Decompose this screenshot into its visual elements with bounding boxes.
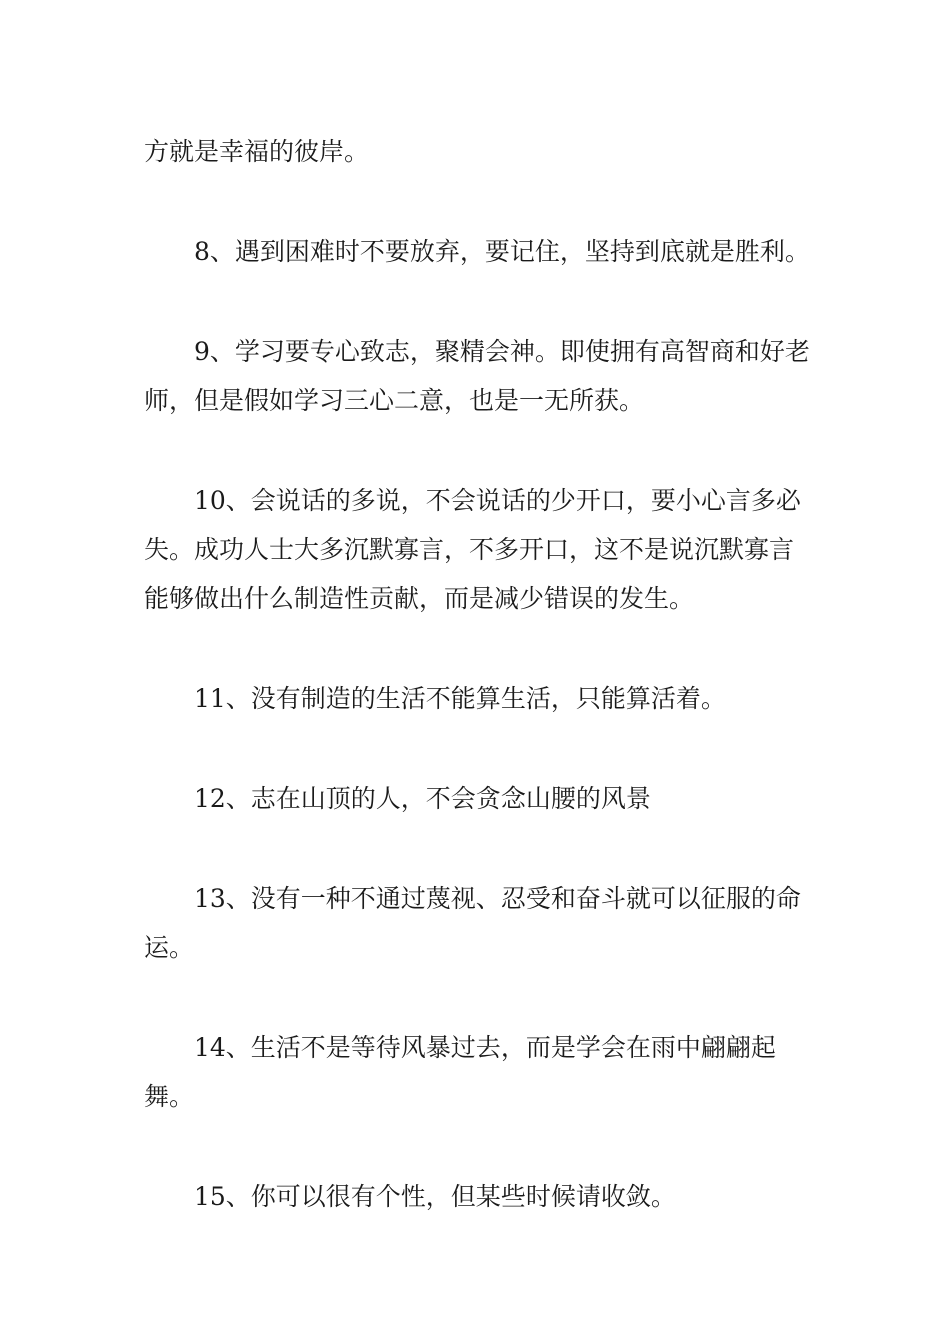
paragraph-item-14: 14、生活不是等待风暴过去，而是学会在雨中翩翩起舞。 bbox=[144, 1033, 776, 1111]
paragraph-continuation: 方就是幸福的彼岸。 bbox=[144, 137, 370, 166]
paragraph-item-11: 11、没有制造的生活不能算生活，只能算活着。 bbox=[194, 684, 726, 713]
paragraph-item-15: 15、你可以很有个性，但某些时候请收敛。 bbox=[194, 1182, 676, 1211]
paragraph-item-9: 9、学习要专心致志，聚精会神。即使拥有高智商和好老师，但是假如学习三心二意，也是一无所获。 bbox=[144, 337, 810, 415]
paragraph-item-8: 8、遇到困难时不要放弃，要记住，坚持到底就是胜利。 bbox=[194, 237, 810, 266]
document-body bbox=[144, 127, 810, 1272]
paragraph-item-10: 10、会说话的多说，不会说话的少开口，要小心言多必失。成功人士大多沉默寡言，不多开口，这不是说沉默寡言能够做出什么制造性贡献，而是减少错误的发生。 bbox=[144, 486, 801, 613]
paragraph-item-13: 13、没有一种不通过蔑视、忍受和奋斗就可以征服的命运。 bbox=[144, 884, 801, 962]
paragraph-item-12: 12、志在山顶的人，不会贪念山腰的风景 bbox=[194, 784, 651, 813]
